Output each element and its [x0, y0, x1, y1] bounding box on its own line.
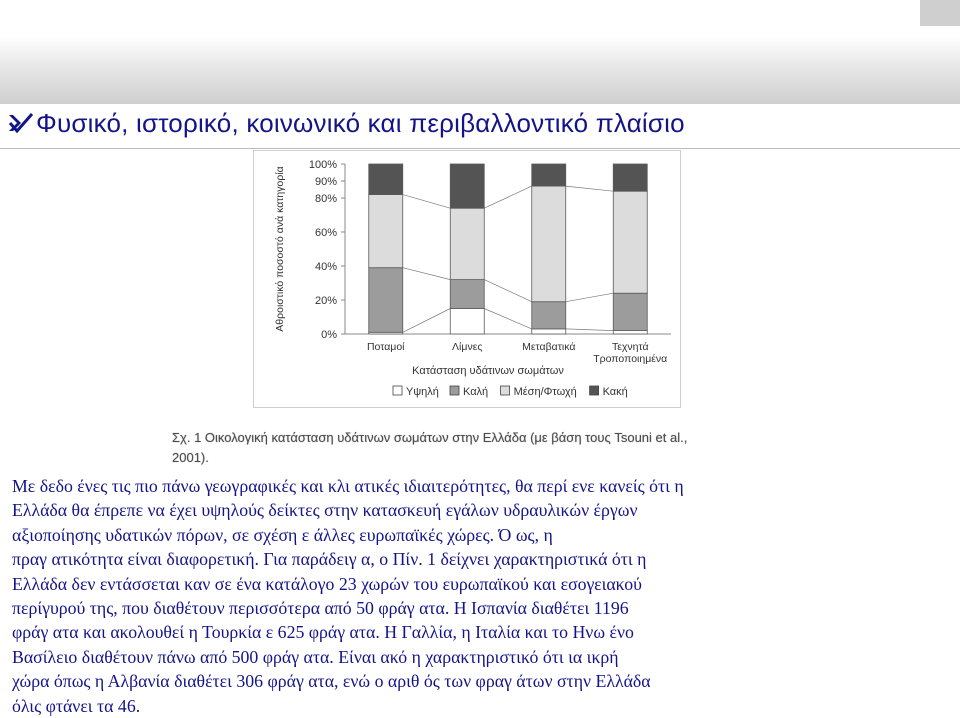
body-line: Με δεδο ένες τις πιο πάνω γεωγραφικές και κλι ατικές ιδιαιτερότητες, θα περί ενε κανείς ότι η	[12, 476, 684, 496]
body-line: Ελλάδα δεν εντάσσεται καν σε ένα κατάλογο 23 χωρών του ευρωπαϊκού και εσογειακού	[12, 573, 642, 594]
body-line: αξιοποίησης υδατικών πόρων, σε σχέση ε άλλες ευρωπαϊκές χώρες. Ό ως, η	[12, 524, 553, 545]
header-corner	[920, 0, 960, 26]
body-line: φράγ ατα και ακολουθεί η Τουρκία ε 625 φράγ ατα. Η Γαλλία, η Ιταλία και το Ηνω ένο	[12, 622, 634, 643]
bar-segment-καλή	[369, 268, 403, 333]
body-line: χώρα όπως η Αλβανία διαθέτει 306 φράγ ατα, ενώ ο αριθ ός των φραγ άτων στην Ελλάδα	[12, 671, 651, 692]
bar-segment-μέσηφτωχή	[369, 195, 403, 268]
y-tick-label: 40%	[314, 261, 337, 273]
bar-segment-υψηλή	[450, 309, 484, 335]
bar-segment-υψηλή	[613, 331, 647, 334]
x-category-label: Λίμνες	[452, 341, 483, 353]
chart-figure	[253, 150, 681, 408]
legend-swatch	[450, 386, 459, 395]
legend-label: Μέση/Φτωχή	[513, 386, 577, 398]
caption-line-1: Σχ. 1 Οικολογική κατάσταση υδάτινων σωμάτων στην Ελλάδα (με βάση τους Tsouni et al.,	[172, 430, 688, 445]
y-tick-label: 90%	[314, 176, 337, 188]
bar-segment-κακή	[450, 164, 484, 208]
bar-segment-κακή	[613, 164, 647, 191]
bar-segment-υψηλή	[532, 329, 566, 334]
legend-swatch	[590, 386, 599, 395]
legend-label: Κακή	[602, 386, 628, 398]
legend-label: Υψηλή	[406, 386, 439, 398]
x-category-label: Τεχνητά	[611, 341, 649, 353]
legend-swatch	[501, 386, 510, 395]
bar-segment-κακή	[369, 164, 403, 195]
x-category-label: Τροποποιημένα	[593, 353, 668, 365]
y-tick-label: 80%	[314, 193, 337, 205]
bar-segment-καλή	[450, 280, 484, 309]
bar-segment-μέσηφτωχή	[450, 208, 484, 279]
arrow-checkmark-bullet-icon	[8, 110, 34, 136]
y-tick-label: 100%	[308, 159, 337, 171]
y-tick-label: 20%	[314, 295, 337, 307]
header-gradient-band	[0, 0, 960, 104]
bar-segment-κακή	[532, 164, 566, 186]
x-category-label: Μεταβατικά	[522, 341, 576, 353]
bar-segment-μέσηφτωχή	[613, 191, 647, 293]
y-tick-label: 0%	[321, 329, 337, 341]
bar-segment-καλή	[613, 293, 647, 330]
stacked-bar-chart	[253, 150, 681, 408]
body-line: Ελλάδα θα έπρεπε να έχει υψηλούς δείκτες στην κατασκευή εγάλων υδραυλικών έργων	[12, 500, 638, 521]
body-line: όλις φτάνει τα 46.	[12, 695, 141, 716]
x-axis-title: Κατάσταση υδάτινων σωμάτων	[412, 365, 564, 377]
y-axis-title: Αθροιστικό ποσοστό ανά κατηγορία	[274, 166, 286, 332]
y-tick-label: 60%	[314, 227, 337, 239]
body-paragraph	[12, 474, 950, 718]
slide-title: Φυσικό, ιστορικό, κοινωνικό και περιβαλλοντικό πλαίσιο	[36, 107, 685, 138]
x-category-label: Ποταμοί	[366, 341, 405, 353]
caption-line-2: 2001).	[172, 450, 209, 465]
slide-title-row	[8, 103, 948, 143]
legend-swatch	[393, 386, 402, 395]
figure-caption	[172, 428, 792, 468]
bar-segment-καλή	[532, 302, 566, 329]
title-divider	[0, 148, 960, 149]
body-line: πραγ ατικότητα είναι διαφορετική. Για παράδειγ α, ο Πίν. 1 δείχνει χαρακτηριστικά ότι η	[12, 549, 647, 570]
bar-segment-μέσηφτωχή	[532, 186, 566, 302]
body-line: περίγυρού της, που διαθέτουν περισσότερα από 50 φράγ ατα. Η Ισπανία διαθέτει 1196	[12, 598, 629, 619]
legend-label: Καλή	[463, 386, 489, 398]
body-line: Βασίλειο διαθέτουν πάνω από 500 φράγ ατα. Είναι ακό η χαρακτηριστικό ότι ια ικρή	[12, 646, 619, 667]
